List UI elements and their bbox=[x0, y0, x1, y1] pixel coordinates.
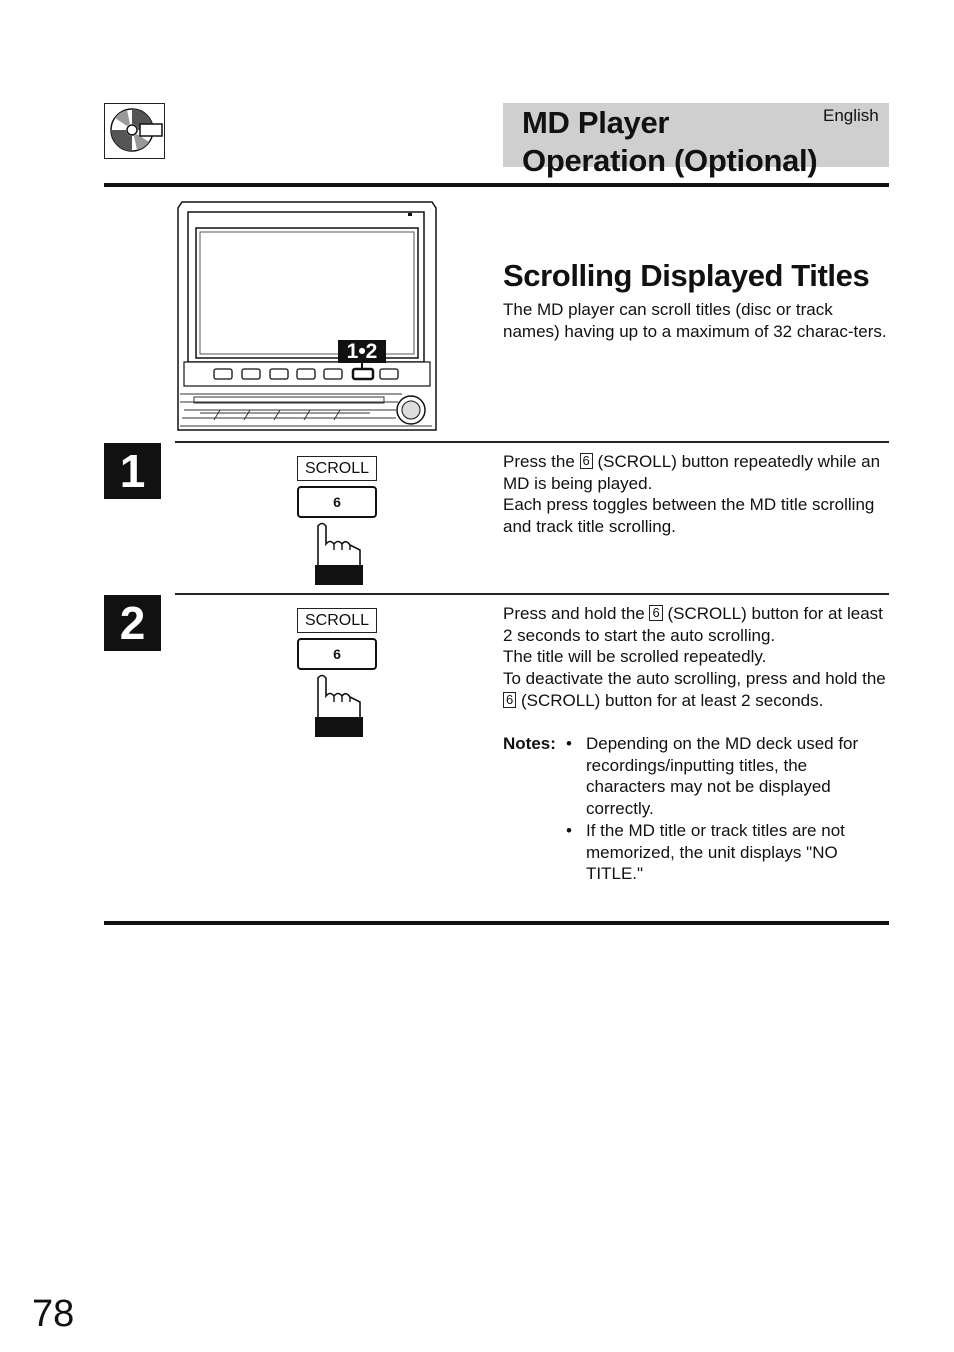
step2-pressing-hand-icon bbox=[314, 672, 364, 752]
step1-rule bbox=[175, 441, 889, 443]
step2-line3-text2: (SCROLL) button for at least 2 seconds. bbox=[516, 690, 824, 710]
step2-line1 bbox=[503, 603, 889, 646]
bottom-rule bbox=[104, 921, 889, 925]
step2-line3-text: To deactivate the auto scrolling, press and hold the bbox=[503, 669, 886, 689]
step2-scroll-label: SCROLL bbox=[297, 608, 377, 633]
language-label: English bbox=[823, 106, 879, 125]
bullet-icon: • bbox=[566, 734, 572, 753]
step1-line2: Each press toggles between the MD title scrolling and track title scrolling. bbox=[503, 495, 875, 537]
step1-scroll-button: 6 bbox=[297, 486, 377, 518]
step2-line1-text: Press and hold the bbox=[503, 604, 650, 623]
note-text: Depending on the MD deck used for recordings/inputting titles, the characters may not be displayed correctly. bbox=[586, 734, 859, 819]
key-6-icon: 6 bbox=[580, 453, 593, 469]
step1-line1-text: Press the bbox=[503, 452, 580, 471]
step1-instructions bbox=[503, 451, 889, 538]
step2-rule bbox=[175, 593, 889, 595]
step2-line1-text2: (SCROLL) button for at least 2 seconds to start the auto scrolling. bbox=[503, 604, 883, 645]
step2-number: 2 bbox=[104, 595, 161, 651]
note-item bbox=[566, 820, 886, 885]
step2-instructions bbox=[503, 603, 889, 712]
step1-line1 bbox=[503, 451, 889, 494]
key-6-icon: 6 bbox=[649, 605, 662, 621]
md-disc-icon bbox=[104, 103, 165, 159]
step1-scroll-label: SCROLL bbox=[297, 456, 377, 481]
step1-pressing-hand-icon bbox=[314, 520, 364, 600]
note-item bbox=[566, 733, 886, 820]
step2-scroll-button: 6 bbox=[297, 638, 377, 670]
page-number: 78 bbox=[32, 1293, 75, 1335]
note-text: If the MD title or track titles are not memorized, the unit displays "NO TITLE." bbox=[586, 821, 845, 884]
step1-line1-text2: (SCROLL) button repeatedly while an MD is being played. bbox=[503, 452, 881, 493]
bullet-icon: • bbox=[566, 821, 572, 840]
page-title-line2: Operation (Optional) bbox=[522, 143, 818, 178]
step2-line2: The title will be scrolled repeatedly. bbox=[503, 647, 767, 667]
top-rule bbox=[104, 183, 889, 187]
step1-number: 1 bbox=[104, 443, 161, 499]
page-title-line1: MD Player bbox=[522, 105, 670, 140]
notes-label: Notes: bbox=[503, 734, 556, 753]
step-badge: 1•2 bbox=[338, 340, 386, 363]
page-title bbox=[522, 104, 817, 180]
head-unit-illustration bbox=[170, 198, 440, 434]
step2-line3 bbox=[503, 668, 889, 711]
intro-text: The MD player can scroll titles (disc or track names) having up to a maximum of 32 charac-ters. bbox=[503, 300, 887, 341]
section-title: Scrolling Displayed Titles bbox=[503, 258, 870, 293]
key-6-icon: 6 bbox=[503, 692, 516, 708]
